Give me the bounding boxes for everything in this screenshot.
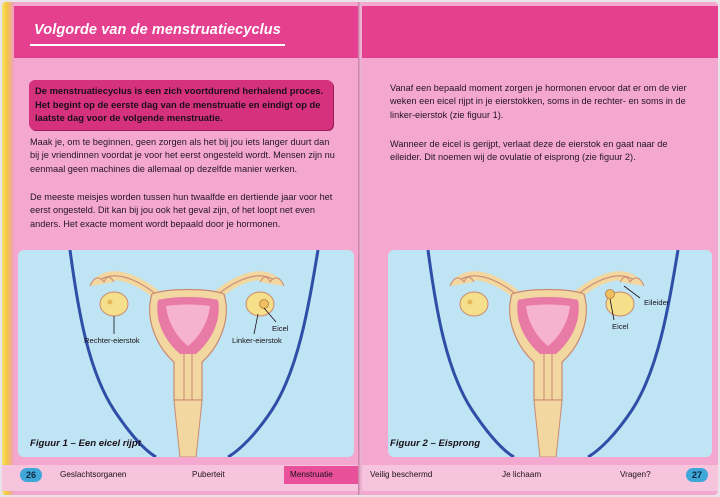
- intro-text: De menstruatiecyclus is een zich voortdurend herhalend proces. Het begint op de eerste dag van de menstruatie en eindigt op de laatste dag voor de volgende menstruatie.: [35, 85, 324, 124]
- label-right-ovary: Rechter-eierstok: [84, 336, 140, 345]
- header-band-right: [362, 6, 718, 58]
- label-egg: Eicel: [272, 324, 289, 333]
- paragraph-4: Wanneer de eicel is gerijpt, verlaat deze de eierstok en gaat naar de eileider. Dit noemen wij de ovulatie of eisprong (zie figuur 2).: [390, 139, 668, 163]
- page-edge: [2, 2, 14, 495]
- figure-1: [18, 250, 354, 457]
- page-number-left: 26: [20, 468, 42, 482]
- nav-item-je-lichaam[interactable]: Je lichaam: [502, 470, 542, 479]
- nav-item-geslachtsorganen[interactable]: Geslachtsorganen: [60, 470, 127, 479]
- paragraph-2: De meeste meisjes worden tussen hun twaalfde en dertiende jaar voor het eerst ongesteld. Dit kan bij jou ook het geval zijn, of het loopt net even anders. Het exacte moment wordt bepaald door je hormonen.: [30, 192, 333, 229]
- left-page: [2, 2, 360, 495]
- title-underline: [30, 44, 285, 46]
- uterus-illustration-2: [388, 250, 712, 457]
- page-title: Volgorde van de menstruatiecyclus: [34, 22, 281, 38]
- right-page: [362, 2, 718, 495]
- intro-highlight-box: [29, 80, 333, 130]
- paragraph-3: Vanaf een bepaald moment zorgen je hormonen ervoor dat er om de vier weken een eicel rijpt in je eierstokken, soms in de rechter- en soms in de linker-eierstok (zie figuur 1).: [390, 83, 687, 120]
- figure-2: [388, 250, 712, 457]
- nav-item-menstruatie[interactable]: Menstruatie: [290, 470, 333, 479]
- figure-2-caption: Figuur 2 – Eisprong: [390, 438, 481, 449]
- uterus-illustration-1: [18, 250, 354, 457]
- label-oviduct: Eileider: [644, 298, 670, 307]
- nav-item-vragen[interactable]: Vragen?: [620, 470, 651, 479]
- page-number-right: 27: [686, 468, 708, 482]
- paragraph-1: Maak je, om te beginnen, geen zorgen als het bij jou iets langer duurt dan bij je vriendinnen voordat je voor het eerst ongesteld wordt. Mensen zijn nu eenmaal geen machines die allemaal op dezelfde manier werken.: [30, 137, 335, 174]
- label-egg-2: Eicel: [612, 322, 629, 331]
- book-spread: [2, 2, 718, 495]
- figure-1-caption: Figuur 1 – Een eicel rijpt: [30, 438, 141, 449]
- nav-item-puberteit[interactable]: Puberteit: [192, 470, 225, 479]
- nav-item-veilig-beschermd[interactable]: Veilig beschermd: [370, 470, 433, 479]
- label-left-ovary: Linker-eierstok: [232, 336, 282, 345]
